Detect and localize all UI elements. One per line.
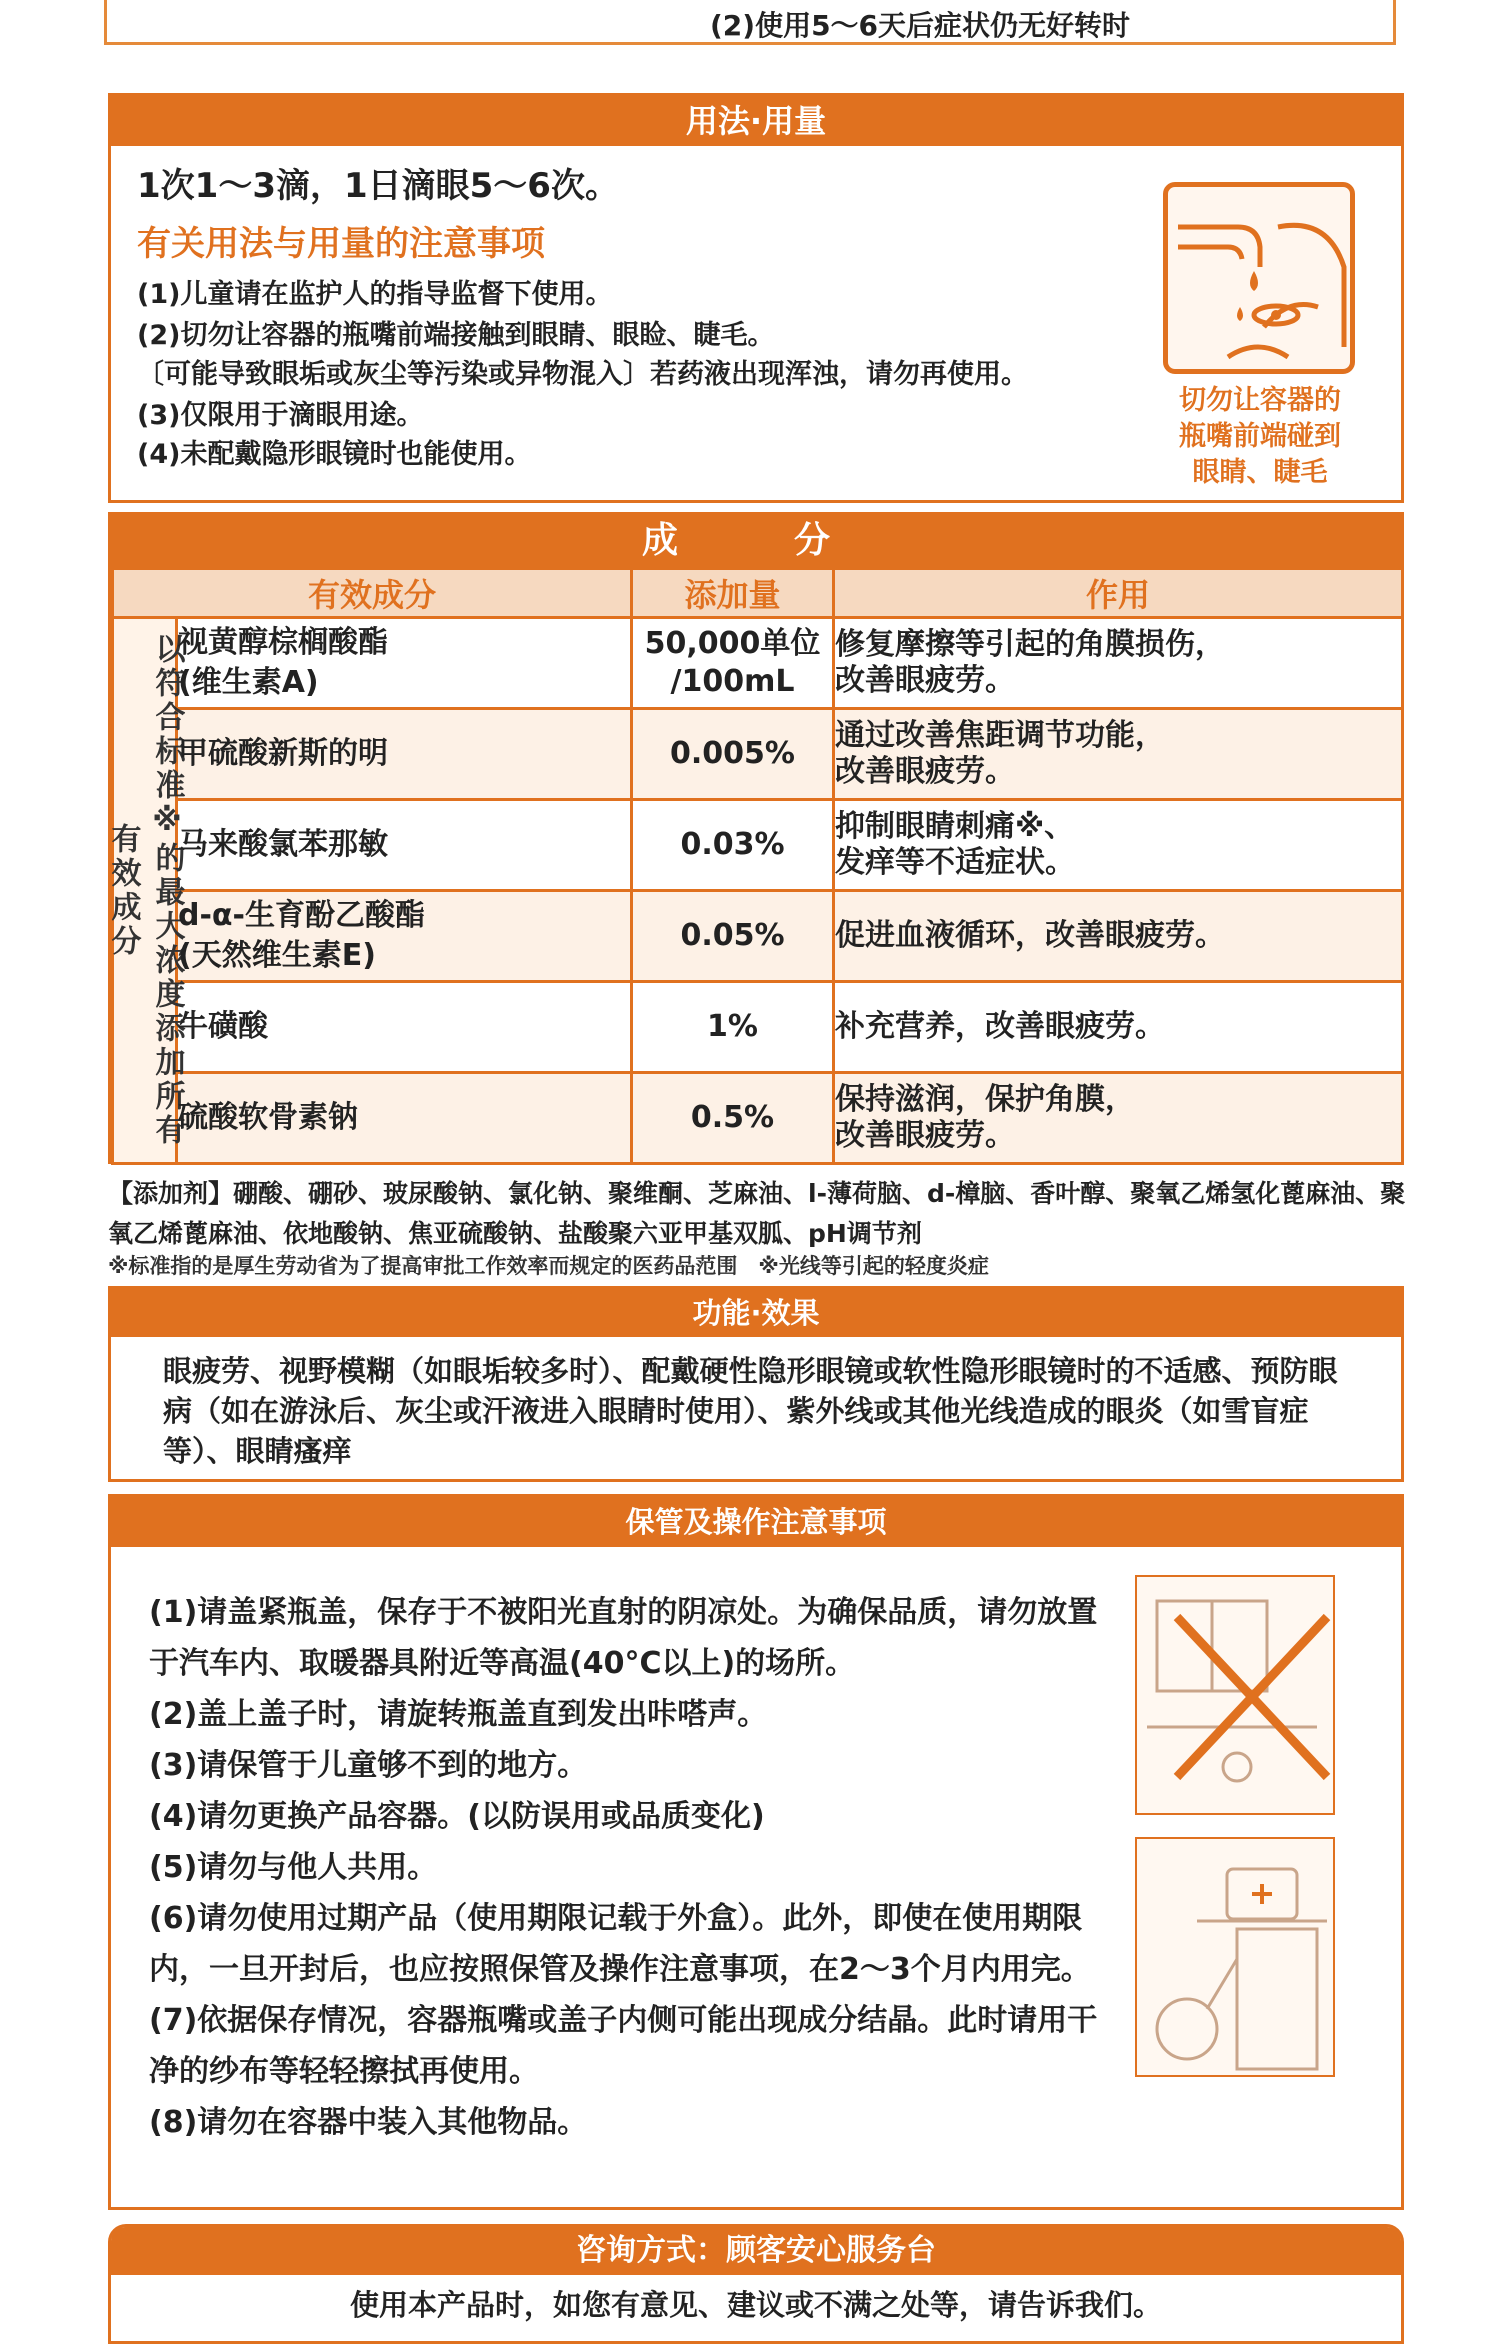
ingredient-name: 视黄醇棕榈酸酯 (维生素A)	[177, 618, 632, 709]
effects-text: 眼疲劳、视野模糊（如眼垢较多时）、配戴硬性隐形眼镜或软性隐形眼镜时的不适感、预防眼病（如在游泳后、灰尘或汗液进入眼睛时使用）、紫外线或其他光线造成的眼炎（如雪盲症等）、眼睛瘙痒	[163, 1354, 1338, 1468]
ingredient-name: 甲硫酸新斯的明	[177, 709, 632, 800]
usage-header: 用法·用量	[111, 96, 1401, 146]
table-row	[113, 982, 1403, 1073]
effects-section	[108, 1286, 1404, 1482]
ingredient-effect: 保持滋润，保护角膜， 改善眼疲劳。	[834, 1073, 1403, 1164]
table-row	[113, 891, 1403, 982]
table-row	[113, 618, 1403, 709]
usage-item: (4)未配戴隐形眼镜时也能使用。	[137, 439, 532, 470]
effects-header: 功能·效果	[111, 1289, 1401, 1337]
standard-footnote: ※标准指的是厚生劳动省为了提高审批工作效率而规定的医药品范围 ※光线等引起的轻度炎症	[108, 1254, 989, 1278]
no-sunlight-illustration	[1135, 1575, 1335, 1815]
storage-item: (3)请保管于儿童够不到的地方。	[149, 1748, 588, 1783]
ingredient-amount: 50,000单位 /100mL	[632, 618, 834, 709]
ingredient-amount: 0.03%	[632, 800, 834, 891]
side-note: 以符合标准※的最大浓度添加所有有效成分	[113, 618, 177, 1164]
ingredient-amount: 0.5%	[632, 1073, 834, 1164]
ingredient-effect: 补充营养，改善眼疲劳。	[834, 982, 1403, 1073]
column-header: 添加量	[632, 569, 834, 618]
ingredient-amount: 0.05%	[632, 891, 834, 982]
table-row	[113, 709, 1403, 800]
ingredients-section	[105, 512, 1404, 1164]
usage-item: (2)切勿让容器的瓶嘴前端接触到眼睛、眼睑、睫毛。	[137, 320, 775, 351]
ingredient-effect: 抑制眼睛刺痛※、 发痒等不适症状。	[834, 800, 1403, 891]
storage-item: (4)请勿更换产品容器。(以防误用或品质变化)	[149, 1799, 765, 1834]
usage-dosage: 1次1～3滴，1日滴眼5～6次。	[137, 166, 619, 206]
column-header: 作用	[834, 569, 1403, 618]
storage-section	[108, 1494, 1404, 2210]
illustration-caption: 眼睛、睫毛	[1192, 457, 1328, 488]
storage-item: (6)请勿使用过期产品（使用期限记载于外盒）。此外，即使在使用期限内，一旦开封后，也应按照保管及操作注意事项，在2～3个月内用完。	[149, 1901, 1091, 1987]
ingredient-effect: 促进血液循环，改善眼疲劳。	[834, 891, 1403, 982]
previous-section-line: (2)使用5～6天后症状仍无好转时	[710, 9, 1131, 42]
ingredient-name: d-α-生育酚乙酸酯 (天然维生素E)	[177, 891, 632, 982]
usage-item: 〔可能导致眼垢或灰尘等污染或异物混入〕若药液出现浑浊，请勿再使用。	[137, 359, 1028, 390]
ingredient-amount: 0.005%	[632, 709, 834, 800]
illustration-caption: 瓶嘴前端碰到	[1179, 421, 1341, 452]
ingredient-amount: 1%	[632, 982, 834, 1073]
contact-section	[108, 2224, 1404, 2344]
contact-header: 咨询方式：顾客安心服务台	[111, 2227, 1401, 2275]
storage-item: (8)请勿在容器中装入其他物品。	[149, 2105, 588, 2140]
contact-text: 使用本产品时，如您有意见、建议或不满之处等，请告诉我们。	[349, 2288, 1162, 2322]
ingredient-name: 牛磺酸	[177, 982, 632, 1073]
table-row	[113, 1073, 1403, 1164]
ingredient-effect: 通过改善焦距调节功能， 改善眼疲劳。	[834, 709, 1403, 800]
ingredients-table	[105, 567, 1404, 1165]
usage-section	[108, 93, 1404, 503]
ingredients-header: 成 分	[111, 515, 1401, 567]
child-reach-illustration	[1135, 1837, 1335, 2077]
storage-header: 保管及操作注意事项	[111, 1497, 1401, 1547]
column-header: 有效成分	[113, 569, 632, 618]
storage-item: (7)依据保存情况，容器瓶嘴或盖子内侧可能出现成分结晶。此时请用干净的纱布等轻轻擦拭再使用。	[149, 2003, 1098, 2089]
eye-dropper-illustration	[1163, 182, 1355, 374]
ingredient-name: 马来酸氯苯那敏	[177, 800, 632, 891]
storage-item: (5)请勿与他人共用。	[149, 1850, 438, 1885]
illustration-caption: 切勿让容器的	[1179, 385, 1341, 416]
storage-item: (1)请盖紧瓶盖，保存于不被阳光直射的阴凉处。为确保品质，请勿放置于汽车内、取暖器具附近等高温(40°C以上)的场所。	[149, 1595, 1098, 1681]
storage-item: (2)盖上盖子时，请旋转瓶盖直到发出咔嗒声。	[149, 1697, 768, 1732]
usage-note-title: 有关用法与用量的注意事项	[137, 224, 545, 264]
ingredient-effect: 修复摩擦等引起的角膜损伤， 改善眼疲劳。	[834, 618, 1403, 709]
usage-item: (1)儿童请在监护人的指导监督下使用。	[137, 279, 613, 310]
table-row	[113, 800, 1403, 891]
usage-item: (3)仅限用于滴眼用途。	[137, 400, 424, 431]
ingredient-name: 硫酸软骨素钠	[177, 1073, 632, 1164]
table-header-row	[113, 569, 1403, 618]
additives-text: 【添加剂】硼酸、硼砂、玻尿酸钠、氯化钠、聚维酮、芝麻油、l-薄荷脑、d-樟脑、香叶醇、聚氧乙烯氢化蓖麻油、聚氧乙烯蓖麻油、依地酸钠、焦亚硫酸钠、盐酸聚六亚甲基双胍、pH调节剂	[108, 1179, 1406, 1248]
